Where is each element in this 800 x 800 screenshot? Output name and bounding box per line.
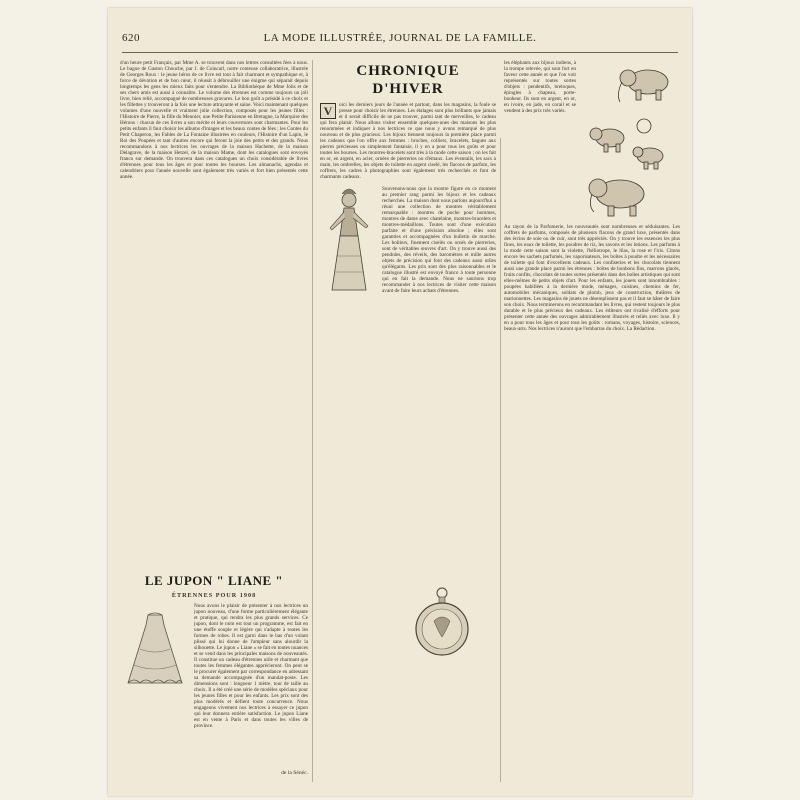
watch-icon — [412, 585, 472, 663]
page-number: 620 — [122, 32, 140, 44]
column-2 — [320, 60, 496, 784]
article-subheading-jupon: ÉTRENNES POUR 1908 — [171, 592, 257, 599]
running-header — [122, 32, 678, 48]
petticoat-illustration-icon — [120, 611, 190, 691]
column-1-text-top: d'un heure petit Français, par Mme A. se trouvent dans nos lettres consultées fées à nous. Le bague de Gaston Chouche, par J. de Coincarl, notre conteuse collaboratrice, illustrée de Georges Roux : le jeune héros de ce livre est tout à fait charmant et sympathique et, à force de dévotion et de bon cœur, il réussit à débrouiller une énigme qui séparait depuis longtemps les gens les mieux faits pour s'entendre. La Bibliothèque de Mme Jolis et de ses chers amis est aussi à connaître. Le volume des étrennes est comme toujours un joli livre, bien relié, accompagné de nombreuses gravures. Le bon goût a présidé à ce choix et les fillettes y trouveront à la fois une lecture attrayante et saine. Voici maintenant quelques volumes d'une nouvelle et vraiment jolie collection, composés pour les jeunes filles : l'Histoire de Pierre, la fille du Meunier, une Petite Parisienne en Bretagne, la Marquise des Hérons : chacun de ces livres a son mérite et leurs couvertures sont charmantes. Pour les petits enfants il faut choisir les albums d'images et les beaux contes de fées ; les Contes du Petit Chaperon, les Fables de La Fontaine illustrées en couleurs, l'Histoire d'un Lapin, le Roi des Poupées et tant d'autres encore qui feront la joie des petits et des grands. Nous recommandons à nos lectrices les ouvrages de la maison Hachette, de la maison Delagrave, de la maison Hetzel, de la maison Mame, dont les catalogues sont envoyés franco sur demande. On trouvera dans ces catalogues un choix considérable de livres d'étrennes pour tous les âges et pour toutes les bourses. Les almanachs, agendas et calendriers pour l'année nouvelle sont également très variés et fort bien présentés cette année. — [120, 60, 308, 180]
elephants-block — [504, 60, 680, 220]
column-3 — [504, 60, 680, 784]
journal-title: LA MODE ILLUSTRÉE, JOURNAL DE LA FAMILLE. — [263, 32, 537, 44]
article-heading-chronique: CHRONIQUE D'HIVER — [356, 63, 460, 97]
header-rule — [122, 52, 678, 53]
column-divider — [500, 138, 501, 782]
chronique-illustration-block — [320, 186, 496, 294]
figure-note: de la Sénéc. — [281, 770, 308, 776]
figure-woman-icon — [320, 186, 378, 298]
jupon-section — [120, 603, 308, 776]
chronique-intro — [320, 102, 496, 180]
column-2-text-bottom: Souvenons-nous que la montre figure en ce moment au premier rang parmi les bijoux et les cadeaux recherchés. La maison dont nous parlons aujourd'hui a réuni une collection de montres véritablement remarquable : montres de poche pour hommes, montres de dame avec chatelaine, montres-bracelets et montres-médaillons. Toutes sont d'une exécution parfaite et d'une précision absolue ; elles sont garanties et accompagnées d'un bulletin de marche. Les boîtiers, finement ciselés ou ornés de pierreries, sont de véritables œuvres d'art. On y trouve aussi des pendules, des réveils, des baromètres et mille autres objets de précision qui font des cadeaux aussi utiles qu'élégants. Les prix sont des plus raisonnables et le catalogue illustré est envoyé franco à toute personne qui en fait la demande. Nous ne saurions trop recommander à nos lectrices de visiter cette maison avant de faire leurs achats d'étrennes. — [382, 186, 496, 294]
drop-cap: V — [320, 103, 336, 119]
column-2-text-top: oici les derniers jours de l'année et partout, dans les magasins, la foule se presse pour choisir les étrennes. Les étalages sont plus brillants que jamais et il serait difficile de ne pas trouver, parmi tant de merveilles, le cadeau qui fera plaisir. Nous allons visiter ensemble quelques-unes des maisons les plus renommées et indiquer à nos lectrices ce que nous y avons remarqué de plus nouveau et de plus gracieux. Les bijoux tiennent toujours la première place parmi les cadeaux que l'on offre aux femmes : broches, colliers, bracelets, bagues aux pierres précieuses ou simplement fantaisie, il y en a pour tous les goûts et pour toutes les bourses. Les montres-bracelets sont très à la mode cette saison ; on les fait en or, en argent, en acier, ornées de pierreries ou d'émaux. Les éventails, les sacs à main, les ombrelles, les objets de toilette en argent ciselé, les flacons de parfum, les coffrets, les cadres à photographies sont également très recherchés et font de charmants cadeaux. — [320, 102, 496, 180]
column-divider — [312, 60, 313, 782]
elephant-jewelry-icon — [580, 60, 680, 220]
article-heading-jupon: LE JUPON " LIANE " — [144, 573, 284, 588]
column-3-text-top: les éléphants aux bijoux indiens, à la trompe relevée, qui sont fort en faveur cette année et que l'on voit représentés sur toutes sortes d'objets : pendentifs, breloques, épingles à chapeau, porte-bonheur. Ils sont en argent, en or, en ivoire, en jade, en corail et se vendent à des prix très variés. — [504, 60, 576, 114]
column-1 — [120, 60, 308, 784]
column-3-text-bottom: Au rayon de la Parfumerie, les nouveautés sont nombreuses et séduisantes. Les coffrets de parfums, composés de plusieurs flacons de grand luxe, présentés dans des écrins de soie ou de cuir, sont très appréciés. On y trouve les essences les plus fines, les eaux de toilette, les poudres de riz, les savons et les lotions. Les parfums à la mode cette saison sont la violette, l'héliotrope, le lilas, la rose et l'iris. Citons encore les sachets parfumés, les vaporisateurs, les boîtes à poudre et les nécessaires de toilette qui font d'excellents cadeaux. Les confiseries et les chocolats tiennent aussi une grande place parmi les étrennes : boîtes de bonbons fins, marrons glacés, fruits confits, chocolats de toutes sortes présentés dans des boîtes artistiques qui sont elles-mêmes de petits objets d'art. Pour les enfants, les jouets sont innombrables : poupées habillées à la dernière mode, ménages, cuisines, chemins de fer, automobiles mécaniques, soldats de plomb, jeux de construction, théâtres de marionnettes. Les magasins de jouets ne désemplissent pas et il faut se hâter de faire son choix. Nous terminerons en recommandant les livres, qui restent toujours le plus durable et le plus précieux des cadeaux. Les éditeurs ont rivalisé d'efforts pour présenter cette année des ouvrages admirablement illustrés et reliés avec luxe. Il y en a pour tous les âges et pour tous les goûts : romans, voyages, histoire, sciences, beaux-arts. Nos lectrices n'auront que l'embarras du choix. La Rédaction. — [504, 224, 680, 332]
newspaper-page — [108, 8, 692, 796]
column-1-text-bottom: Nous avons le plaisir de présenter à nos lectrices un jupon nouveau, d'une forme particulièrement élégante et pratique, qui rendra les plus grands services. Ce jupon, dont le nom est tout un programme, est fait en une étoffe souple et légère qui s'adapte à toutes les formes de robes. Il est garni dans le bas d'un volant plissé qui lui donne de l'ampleur sans alourdir la silhouette. Le jupon « Liane » se fait en toutes nuances et se vend dans les principales maisons de nouveautés. Il constitue un cadeau d'étrennes utile et charmant que toutes les femmes élégantes apprécieront. On peut se le procurer également par correspondance en adressant sa demande accompagnée d'un mandat-poste. Les dimensions sont : longueur 1 mètre, tour de taille au choix. Il a été créé une série de modèles spéciaux pour les jeunes filles et pour les enfants. Les prix sont des plus modérés et défient toute concurrence. Nous engageons vivement nos lectrices à essayer ce jupon qui leur donnera entière satisfaction. Le jupon Liane est en vente à Paris et dans toutes les villes de province. — [194, 603, 308, 729]
